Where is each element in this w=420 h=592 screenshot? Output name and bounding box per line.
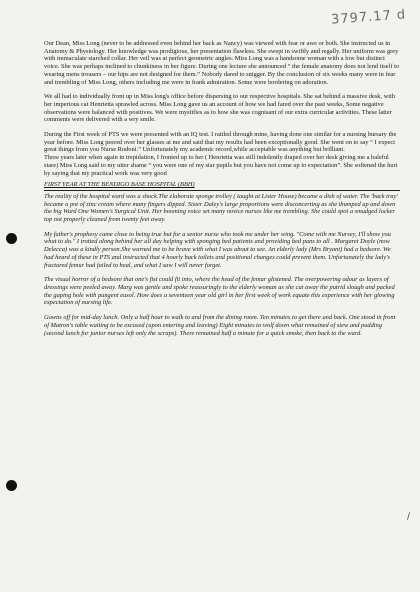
italic-paragraph: The visual horror of a bedsore that one's fist could fit into, where the head of the femur glistened. The overpowering odour as layers of dressings were peeled away. Marg was gentle and spoke reassuringly to the elderly woman as she cut away the putrid slough and packed the gaping hole with pungent eusol. How does a seventeen year old girl in her first week of work equate this experience with her glowing expectation of nursing life.: [44, 276, 395, 307]
italic-paragraph: Gowns off for mid-day lunch. Only a half hour to walk to and from the dining room. Ten minutes to get there and back. One stood in front of Matron's table waiting to be excused (upon entering and leaving) Eight minutes to wolf down what remained of stew and pudding (second lunch for junior nurses left only the scraps). There remained half a minute for a quick smoke, then back to the ward.: [44, 314, 396, 337]
punch-hole-icon: [6, 233, 17, 244]
handwritten-reference-number: 3797.17 d: [330, 7, 407, 28]
paragraph: During the First week of PTS we were presented with an IQ test. I rattled through mine, having done one similar for a nursing bursary the year before. Miss Long peered over her glasses at me and said that my results had been exceptionally good. She went on to say “ I expect great things from you Nurse Rodoni.” Unfortunately my academic record,while acceptable was anything but brilliant.: [44, 131, 397, 154]
margin-tick-mark: /: [406, 512, 410, 522]
section-divider: [44, 190, 400, 191]
section-heading: FIRST YEAR AT THE BENDIGO BASE HOSPITAL (BBH): [44, 181, 195, 189]
paragraph: Three years later when again in trepidation, I fronted up to her ( Henrietta was still indolently draped over her desk giving me a baleful stare) Miss Long said to my utter shame “ you were one of my star pupils but you have not come up to expectation”. She softened the hurt by saying that my practical work was very good: [44, 154, 398, 177]
italic-paragraph: The reality of the hospital ward was a shock.The elaborate sponge trolley ( taught at Lister House) became a dish of water. The 'back tray' became a pot of zinc cream where many fingers dipped. Sister Daley's large proportions were disconcerting as she thumped up and down the big Ward One Women's Surgical Unit. Her booming voice set many novice nurses like me trembling. She could spot a smudged locker top not properly cleaned from twenty feet away.: [44, 192, 398, 224]
document-body: [44, 40, 400, 344]
paragraph: We all had to individually front up in Miss long's office before dispersing to our respective hospitals. She sat behind a massive desk, with her imperious cat Henrietta sprawled across. Miss Long gave us an account of how we had fared over the past weeks, Some negative observations were balanced with positives. We were mystifies as to how she was cognisant of our extra curricular activities. These latter comments were delivered with a wry smile.: [44, 93, 396, 124]
italic-paragraph: My father's prophesy came close to being true but for a senior nurse who took me under her wing. "Come with me Nursey, I'll show you what to do." I trotted along behind her all day helping with sponging bed patients and providing bed pans to all . Margaret Doyle (now Delecca) was a kindly person.She warned me to be brave with what I was about to see. An elderly lady (Mrs Bryant) had a bedsore. We had heard of these in PTS and instructed that 4 hourly back toilets and positional changes could prevent them. Unfortunately the lady's fractured femur had failed to heal, and what I saw I will never forget.: [44, 230, 391, 269]
punch-hole-icon: [6, 480, 17, 491]
paragraph: Our Dean, Miss Long (never to be addressed even behind her back as Nancy) was viewed with fear or awe or both. She instructed us in Anatomy & Physiology. Her knowledge was prodigious, her presentation flawless. She swept in swiftly and regally. Her uniform was grey with immaculate starched collar. Her veil was at perfect geometric angles. Miss Long was a handsome woman with a low but distinct voice. She was perhaps inclined to chunkiness in her figure. During one lecture she announced “ the female anatomy does not lend itself to wearing mens trousers – our hips are not designed for them.” Nobody dared to snigger. By the conclusion of six weeks many were in fear and trembling of Miss Long, others including me were in frank admiration. Some were bordering on adoration.: [44, 40, 400, 86]
